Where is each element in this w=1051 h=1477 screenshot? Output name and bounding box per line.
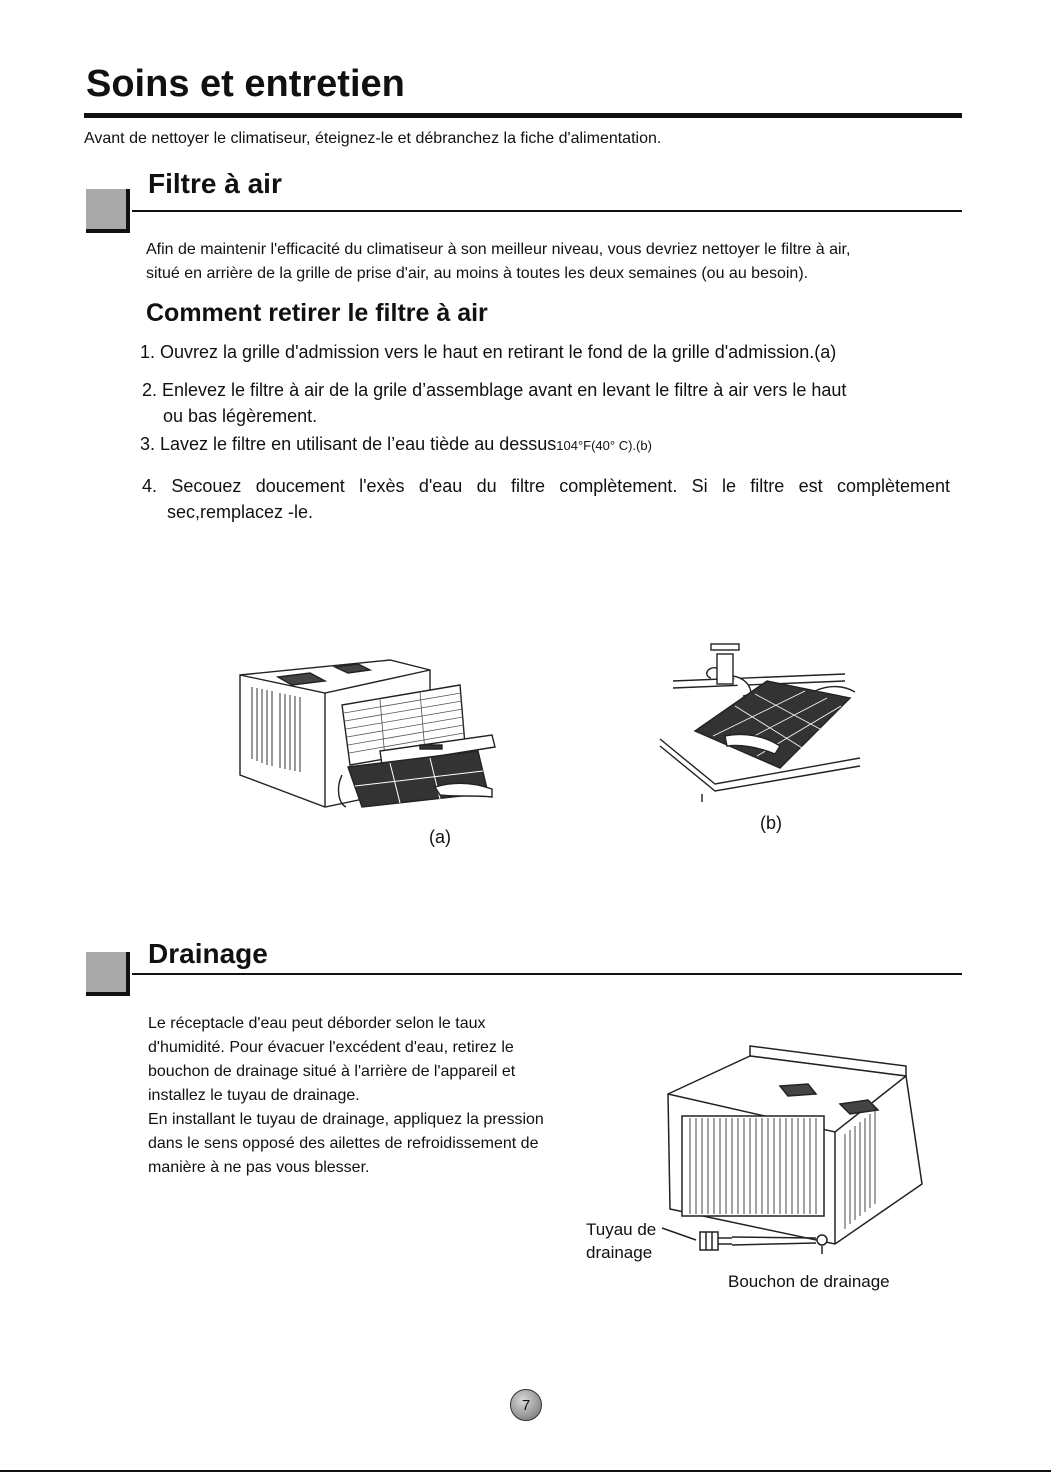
filter-description-line2: situé en arrière de la grille de prise d'air, au moins à toutes les deux semaines (ou au besoin). [146,265,809,282]
title-divider [84,113,962,118]
drainage-text-line: d'humidité. Pour évacuer l'excédent d'eau, retirez le [148,1039,514,1056]
section-divider-filter [132,210,962,212]
drainage-text-line: dans le sens opposé des ailettes de refroidissement de [148,1135,539,1152]
label-drain-hose [586,1218,656,1264]
section-marker-drainage [86,952,130,996]
label-drain-hose-line1: Tuyau de [586,1220,657,1239]
illustration-filter-removal [230,655,520,825]
drainage-text-line: bouchon de drainage situé à l'arrière de l'appareil et [148,1063,516,1080]
filter-description-line1: Afin de maintenir l'efficacité du climatiseur à son meilleur niveau, vous devriez nettoyer le filtre à air, [146,241,851,258]
step-3 [140,432,652,458]
drainage-text-line: installez le tuyau de drainage. [148,1087,360,1104]
page-title: Soins et entretien [86,63,405,105]
drainage-text-line: En installant le tuyau de drainage, appliquez la pression [148,1111,544,1128]
intro-text: Avant de nettoyer le climatiseur, éteignez-le et débranchez la fiche d'alimentation. [84,130,662,147]
page-number: 7 [510,1389,542,1421]
section-heading-drainage: Drainage [148,938,268,969]
drainage-text-line: Le réceptacle d'eau peut déborder selon le taux [148,1015,486,1032]
filter-subheading: Comment retirer le filtre à air [146,299,488,327]
caption-b: (b) [760,813,782,833]
step-1: 1. Ouvrez la grille d'admission vers le haut en retirant le fond de la grille d'admission.(a) [140,342,837,362]
drainage-text [148,1012,544,1180]
illustration-drainage [660,1034,950,1254]
step-4-line1: 4. Secouez doucement l'exès d'eau du filtre complètement. Si le filtre est complètement [142,476,950,496]
label-drain-plug: Bouchon de drainage [728,1272,890,1291]
section-marker-filter [86,189,130,233]
footer-divider [0,1470,1051,1472]
illustration-filter-washing [655,636,865,802]
caption-a: (a) [429,827,451,847]
step-2-line1: 2. Enlevez le filtre à air de la grile d’assemblage avant en levant le filtre à air vers le haut [142,380,847,400]
section-heading-filter: Filtre à air [148,168,282,199]
section-divider-drainage [132,973,962,975]
drainage-text-line: manière à ne pas vous blesser. [148,1159,370,1176]
step-3-main: 3. Lavez le filtre en utilisant de l’eau tiède au dessus [140,434,557,454]
step-4-line2: sec,remplacez -le. [167,502,314,522]
label-drain-hose-line2: drainage [586,1243,653,1262]
step-3-temperature: 104°F(40° C).(b) [556,438,652,453]
step-2-line2: ou bas légèrement. [163,406,318,426]
